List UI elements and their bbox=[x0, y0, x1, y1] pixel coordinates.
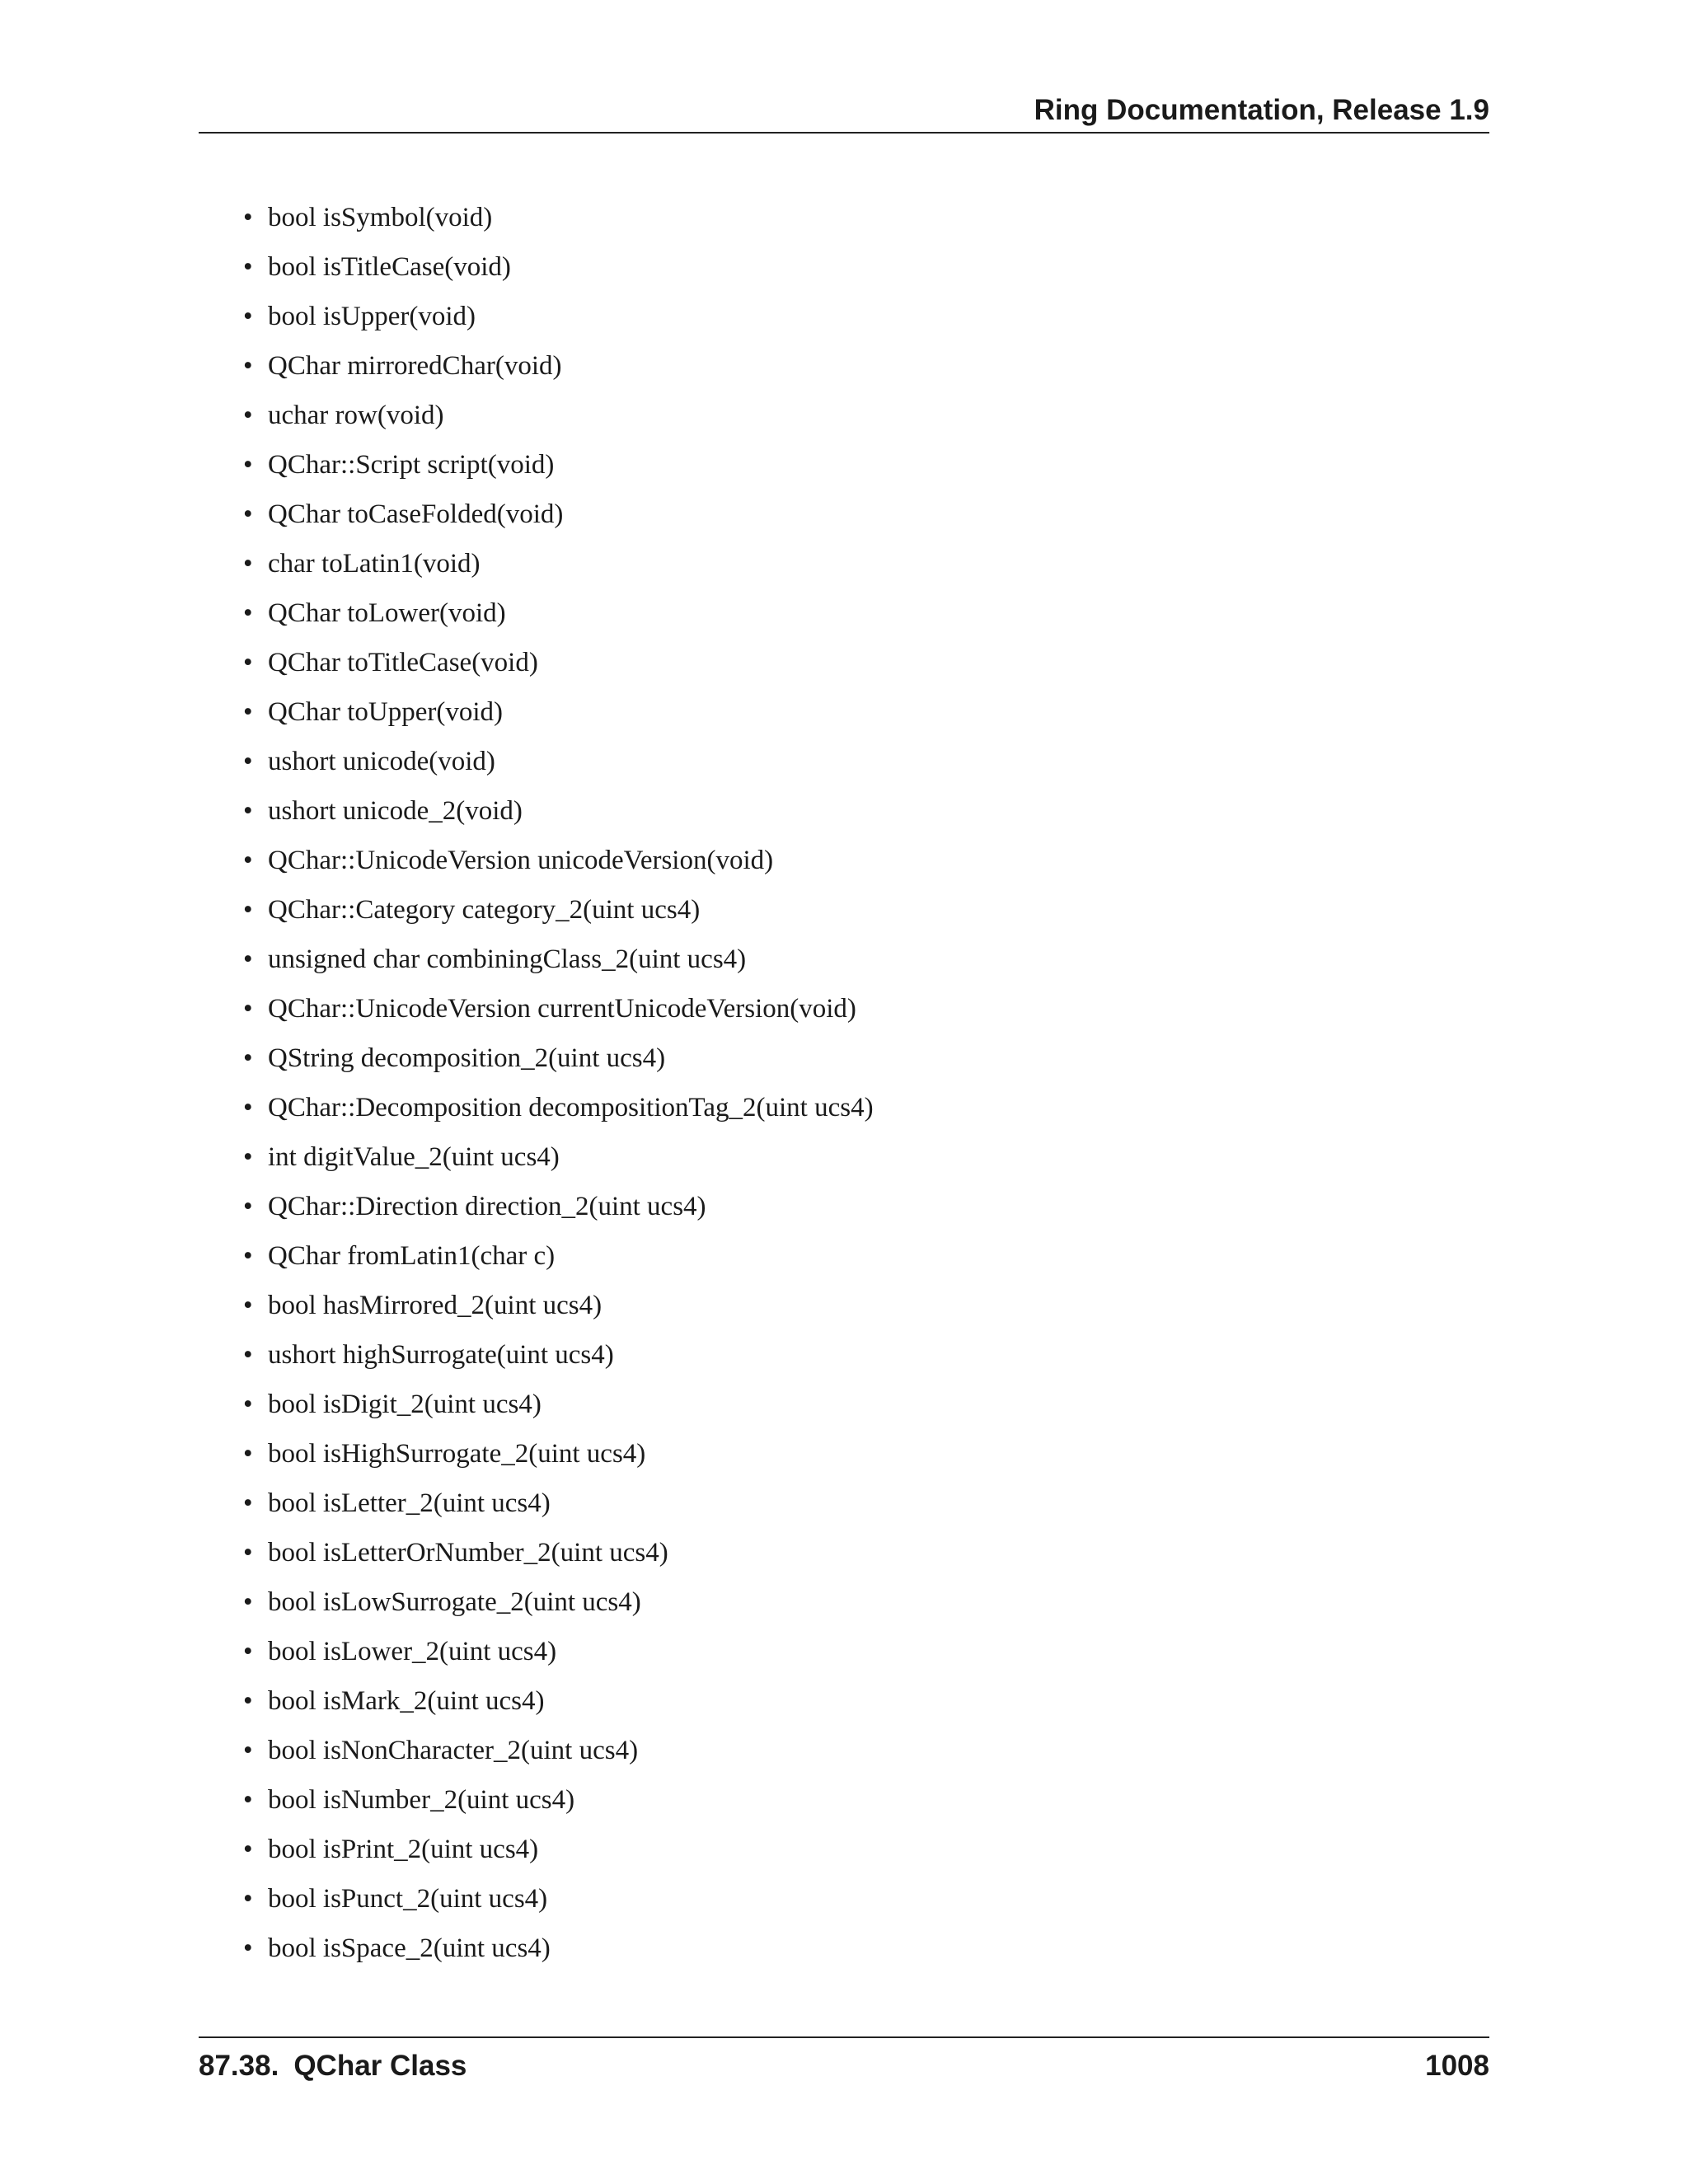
section-title: QChar Class bbox=[293, 2050, 467, 2082]
bullet-icon: • bbox=[243, 895, 253, 925]
bullet-icon: • bbox=[243, 1439, 253, 1469]
method-signature: bool isNonCharacter_2(uint ucs4) bbox=[268, 1736, 639, 1765]
method-signature: bool isPrint_2(uint ucs4) bbox=[268, 1835, 539, 1864]
list-item bbox=[199, 1436, 1489, 1485]
list-item bbox=[199, 694, 1489, 743]
bullet-icon: • bbox=[243, 1192, 253, 1221]
method-signature: QChar::Category category_2(uint ucs4) bbox=[268, 895, 701, 925]
method-signature: char toLatin1(void) bbox=[268, 549, 481, 579]
list-item bbox=[199, 1337, 1489, 1386]
method-signature: bool isLowSurrogate_2(uint ucs4) bbox=[268, 1587, 641, 1617]
method-list bbox=[199, 199, 1489, 1980]
list-item bbox=[199, 249, 1489, 298]
list-item bbox=[199, 1386, 1489, 1436]
list-item bbox=[199, 644, 1489, 694]
method-signature: QChar::Script script(void) bbox=[268, 450, 555, 480]
method-signature: QChar toUpper(void) bbox=[268, 697, 504, 727]
method-signature: QChar::UnicodeVersion currentUnicodeVersion(void) bbox=[268, 994, 856, 1024]
list-item bbox=[199, 941, 1489, 991]
bullet-icon: • bbox=[243, 1488, 253, 1518]
method-signature: QChar::UnicodeVersion unicodeVersion(void) bbox=[268, 846, 774, 875]
method-signature: QChar toLower(void) bbox=[268, 598, 506, 628]
bullet-icon: • bbox=[243, 994, 253, 1024]
method-signature: bool isLetter_2(uint ucs4) bbox=[268, 1488, 551, 1518]
bullet-icon: • bbox=[243, 1785, 253, 1815]
list-item bbox=[199, 1732, 1489, 1782]
method-signature: bool isUpper(void) bbox=[268, 302, 476, 331]
bullet-icon: • bbox=[243, 1043, 253, 1073]
method-signature: ushort unicode_2(void) bbox=[268, 796, 523, 826]
list-item bbox=[199, 1090, 1489, 1139]
method-signature: bool isTitleCase(void) bbox=[268, 252, 511, 282]
list-item bbox=[199, 1881, 1489, 1930]
list-item bbox=[199, 1930, 1489, 1980]
page-footer bbox=[199, 2036, 1489, 2088]
method-signature: QChar toTitleCase(void) bbox=[268, 648, 538, 677]
list-item bbox=[199, 892, 1489, 941]
bullet-icon: • bbox=[243, 1587, 253, 1617]
bullet-icon: • bbox=[243, 351, 253, 381]
bullet-icon: • bbox=[243, 302, 253, 331]
method-signature: bool isSymbol(void) bbox=[268, 203, 493, 232]
bullet-icon: • bbox=[243, 252, 253, 282]
page-content bbox=[199, 199, 1489, 1980]
method-signature: bool isLetterOrNumber_2(uint ucs4) bbox=[268, 1538, 668, 1568]
method-signature: ushort highSurrogate(uint ucs4) bbox=[268, 1340, 614, 1370]
bullet-icon: • bbox=[243, 1142, 253, 1172]
list-item bbox=[199, 1139, 1489, 1188]
list-item bbox=[199, 991, 1489, 1040]
bullet-icon: • bbox=[243, 401, 253, 430]
bullet-icon: • bbox=[243, 1390, 253, 1419]
method-signature: uchar row(void) bbox=[268, 401, 444, 430]
bullet-icon: • bbox=[243, 1686, 253, 1716]
list-item bbox=[199, 447, 1489, 496]
list-item bbox=[199, 1188, 1489, 1238]
list-item bbox=[199, 1633, 1489, 1683]
list-item bbox=[199, 546, 1489, 595]
bullet-icon: • bbox=[243, 499, 253, 529]
method-signature: bool isNumber_2(uint ucs4) bbox=[268, 1785, 575, 1815]
bullet-icon: • bbox=[243, 1340, 253, 1370]
list-item bbox=[199, 1782, 1489, 1831]
bullet-icon: • bbox=[243, 648, 253, 677]
bullet-icon: • bbox=[243, 697, 253, 727]
bullet-icon: • bbox=[243, 796, 253, 826]
bullet-icon: • bbox=[243, 846, 253, 875]
list-item bbox=[199, 496, 1489, 546]
bullet-icon: • bbox=[243, 1241, 253, 1271]
bullet-icon: • bbox=[243, 1093, 253, 1122]
list-item bbox=[199, 1584, 1489, 1633]
footer-section bbox=[199, 2050, 467, 2083]
bullet-icon: • bbox=[243, 944, 253, 974]
page-header bbox=[199, 91, 1489, 134]
method-signature: unsigned char combiningClass_2(uint ucs4) bbox=[268, 944, 747, 974]
bullet-icon: • bbox=[243, 203, 253, 232]
bullet-icon: • bbox=[243, 1835, 253, 1864]
list-item bbox=[199, 1683, 1489, 1732]
method-signature: QChar fromLatin1(char c) bbox=[268, 1241, 556, 1271]
list-item bbox=[199, 793, 1489, 842]
method-signature: bool isDigit_2(uint ucs4) bbox=[268, 1390, 542, 1419]
list-item bbox=[199, 348, 1489, 397]
bullet-icon: • bbox=[243, 598, 253, 628]
method-signature: int digitValue_2(uint ucs4) bbox=[268, 1142, 560, 1172]
method-signature: QChar toCaseFolded(void) bbox=[268, 499, 564, 529]
method-signature: QChar::Decomposition decompositionTag_2(uint ucs4) bbox=[268, 1093, 874, 1122]
bullet-icon: • bbox=[243, 1736, 253, 1765]
list-item bbox=[199, 595, 1489, 644]
bullet-icon: • bbox=[243, 450, 253, 480]
list-item bbox=[199, 1287, 1489, 1337]
bullet-icon: • bbox=[243, 549, 253, 579]
list-item bbox=[199, 1485, 1489, 1535]
method-signature: QChar::Direction direction_2(uint ucs4) bbox=[268, 1192, 706, 1221]
bullet-icon: • bbox=[243, 1884, 253, 1914]
method-signature: bool isLower_2(uint ucs4) bbox=[268, 1637, 557, 1666]
method-signature: QChar mirroredChar(void) bbox=[268, 351, 562, 381]
bullet-icon: • bbox=[243, 1637, 253, 1666]
document-title: Ring Documentation, Release 1.9 bbox=[1034, 94, 1489, 126]
bullet-icon: • bbox=[243, 1538, 253, 1568]
list-item bbox=[199, 743, 1489, 793]
page-number: 1008 bbox=[1425, 2050, 1489, 2082]
list-item bbox=[199, 1831, 1489, 1881]
bullet-icon: • bbox=[243, 747, 253, 776]
list-item bbox=[199, 199, 1489, 249]
method-signature: bool hasMirrored_2(uint ucs4) bbox=[268, 1291, 603, 1320]
list-item bbox=[199, 298, 1489, 348]
list-item bbox=[199, 397, 1489, 447]
list-item bbox=[199, 1535, 1489, 1584]
list-item bbox=[199, 842, 1489, 892]
method-signature: bool isMark_2(uint ucs4) bbox=[268, 1686, 545, 1716]
bullet-icon: • bbox=[243, 1291, 253, 1320]
list-item bbox=[199, 1238, 1489, 1287]
method-signature: bool isPunct_2(uint ucs4) bbox=[268, 1884, 548, 1914]
method-signature: QString decomposition_2(uint ucs4) bbox=[268, 1043, 666, 1073]
bullet-icon: • bbox=[243, 1933, 253, 1963]
method-signature: ushort unicode(void) bbox=[268, 747, 495, 776]
method-signature: bool isSpace_2(uint ucs4) bbox=[268, 1933, 551, 1963]
method-signature: bool isHighSurrogate_2(uint ucs4) bbox=[268, 1439, 646, 1469]
section-number: 87.38. bbox=[199, 2050, 279, 2082]
list-item bbox=[199, 1040, 1489, 1090]
